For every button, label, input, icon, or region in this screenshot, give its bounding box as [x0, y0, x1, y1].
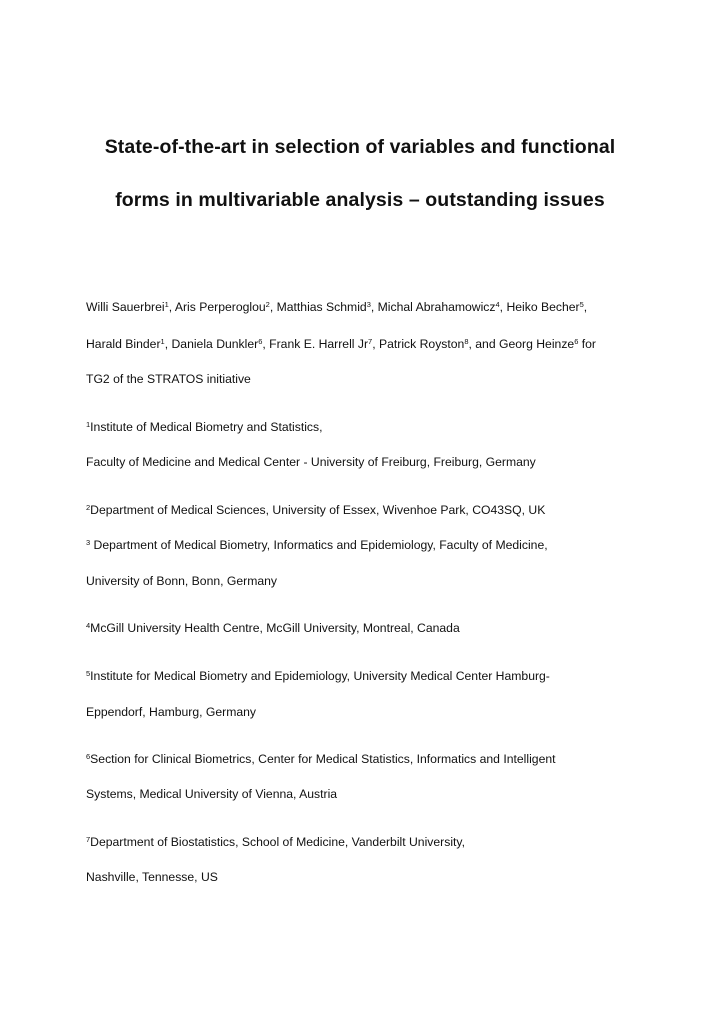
- author-name: Michal Abrahamowicz: [377, 300, 496, 314]
- affiliation-text: Institute for Medical Biometry and Epidemiology, University Medical Center Hamburg-: [90, 669, 550, 683]
- author-line-1: [86, 300, 587, 314]
- affiliation-4: [86, 621, 460, 635]
- affiliation-7: [86, 835, 465, 849]
- author-separator: ,: [583, 300, 588, 314]
- author-affiliation-mark: 1: [160, 336, 165, 346]
- author-separator: ,: [164, 337, 172, 351]
- author-affiliation-mark: 4: [495, 299, 500, 309]
- author-name: Georg Heinze: [499, 337, 575, 351]
- author-separator: ,: [269, 300, 277, 314]
- author-name: Heiko Becher: [506, 300, 580, 314]
- affiliation-5: [86, 669, 550, 683]
- author-affiliation-mark: 6: [574, 336, 579, 346]
- author-affiliation-mark: 5: [579, 299, 584, 309]
- author-line-2: [86, 337, 596, 351]
- affiliation-number: 3: [86, 537, 91, 547]
- author-separator: ,: [370, 300, 378, 314]
- paper-title-line-2: forms in multivariable analysis – outstanding issues: [115, 189, 605, 211]
- affiliation-number: 1: [86, 419, 91, 429]
- affiliation-3-continued: University of Bonn, Bonn, Germany: [86, 574, 278, 588]
- author-group: TG2 of the STRATOS initiative: [86, 372, 251, 386]
- affiliation-number: 4: [86, 620, 91, 630]
- affiliation-6-continued: Systems, Medical University of Vienna, Austria: [86, 787, 338, 801]
- affiliation-6: [86, 752, 556, 766]
- affiliation-text: Department of Biostatistics, School of Medicine, Vanderbilt University,: [90, 835, 465, 849]
- affiliation-number: 2: [86, 502, 91, 512]
- author-name: Daniela Dunkler: [171, 337, 259, 351]
- author-affiliation-mark: 8: [464, 336, 469, 346]
- affiliation-text: McGill University Health Centre, McGill University, Montreal, Canada: [90, 621, 460, 635]
- author-name: Frank E. Harrell Jr: [269, 337, 369, 351]
- affiliation-text: Department of Medical Sciences, University of Essex, Wivenhoe Park, CO43SQ, UK: [90, 503, 546, 517]
- author-affiliation-mark: 2: [265, 299, 270, 309]
- author-separator: ,: [372, 337, 379, 351]
- author-name: Willi Sauerbrei: [86, 300, 165, 314]
- affiliation-text: Department of Medical Biometry, Informatics and Epidemiology, Faculty of Medicine,: [90, 538, 548, 552]
- affiliation-1-continued: Faculty of Medicine and Medical Center - University of Freiburg, Freiburg, Germany: [86, 455, 536, 469]
- affiliation-number: 6: [86, 751, 91, 761]
- author-affiliation-mark: 6: [258, 336, 263, 346]
- author-separator: ,: [168, 300, 175, 314]
- author-affiliation-mark: 7: [368, 336, 373, 346]
- author-affiliation-mark: 1: [164, 299, 169, 309]
- author-affiliation-mark: 3: [366, 299, 371, 309]
- affiliation-number: 7: [86, 834, 91, 844]
- affiliation-text: Institute of Medical Biometry and Statistics,: [90, 420, 323, 434]
- author-separator: , and: [468, 337, 499, 351]
- affiliation-7-continued: Nashville, Tennesse, US: [86, 870, 218, 884]
- author-name: Matthias Schmid: [276, 300, 367, 314]
- author-group-connector: for: [578, 337, 596, 351]
- author-name: Harald Binder: [86, 337, 161, 351]
- author-name: Aris Perperoglou: [174, 300, 266, 314]
- affiliation-text: Section for Clinical Biometrics, Center for Medical Statistics, Informatics and Intelligent: [90, 752, 556, 766]
- affiliation-2: [86, 503, 545, 517]
- affiliation-1: [86, 420, 323, 434]
- author-separator: ,: [499, 300, 507, 314]
- author-name: Patrick Royston: [378, 337, 465, 351]
- affiliation-number: 5: [86, 668, 91, 678]
- paper-title-line-1: State-of-the-art in selection of variables and functional: [104, 136, 616, 158]
- affiliation-5-continued: Eppendorf, Hamburg, Germany: [86, 705, 257, 719]
- affiliation-3: [86, 538, 548, 552]
- author-separator: ,: [262, 337, 270, 351]
